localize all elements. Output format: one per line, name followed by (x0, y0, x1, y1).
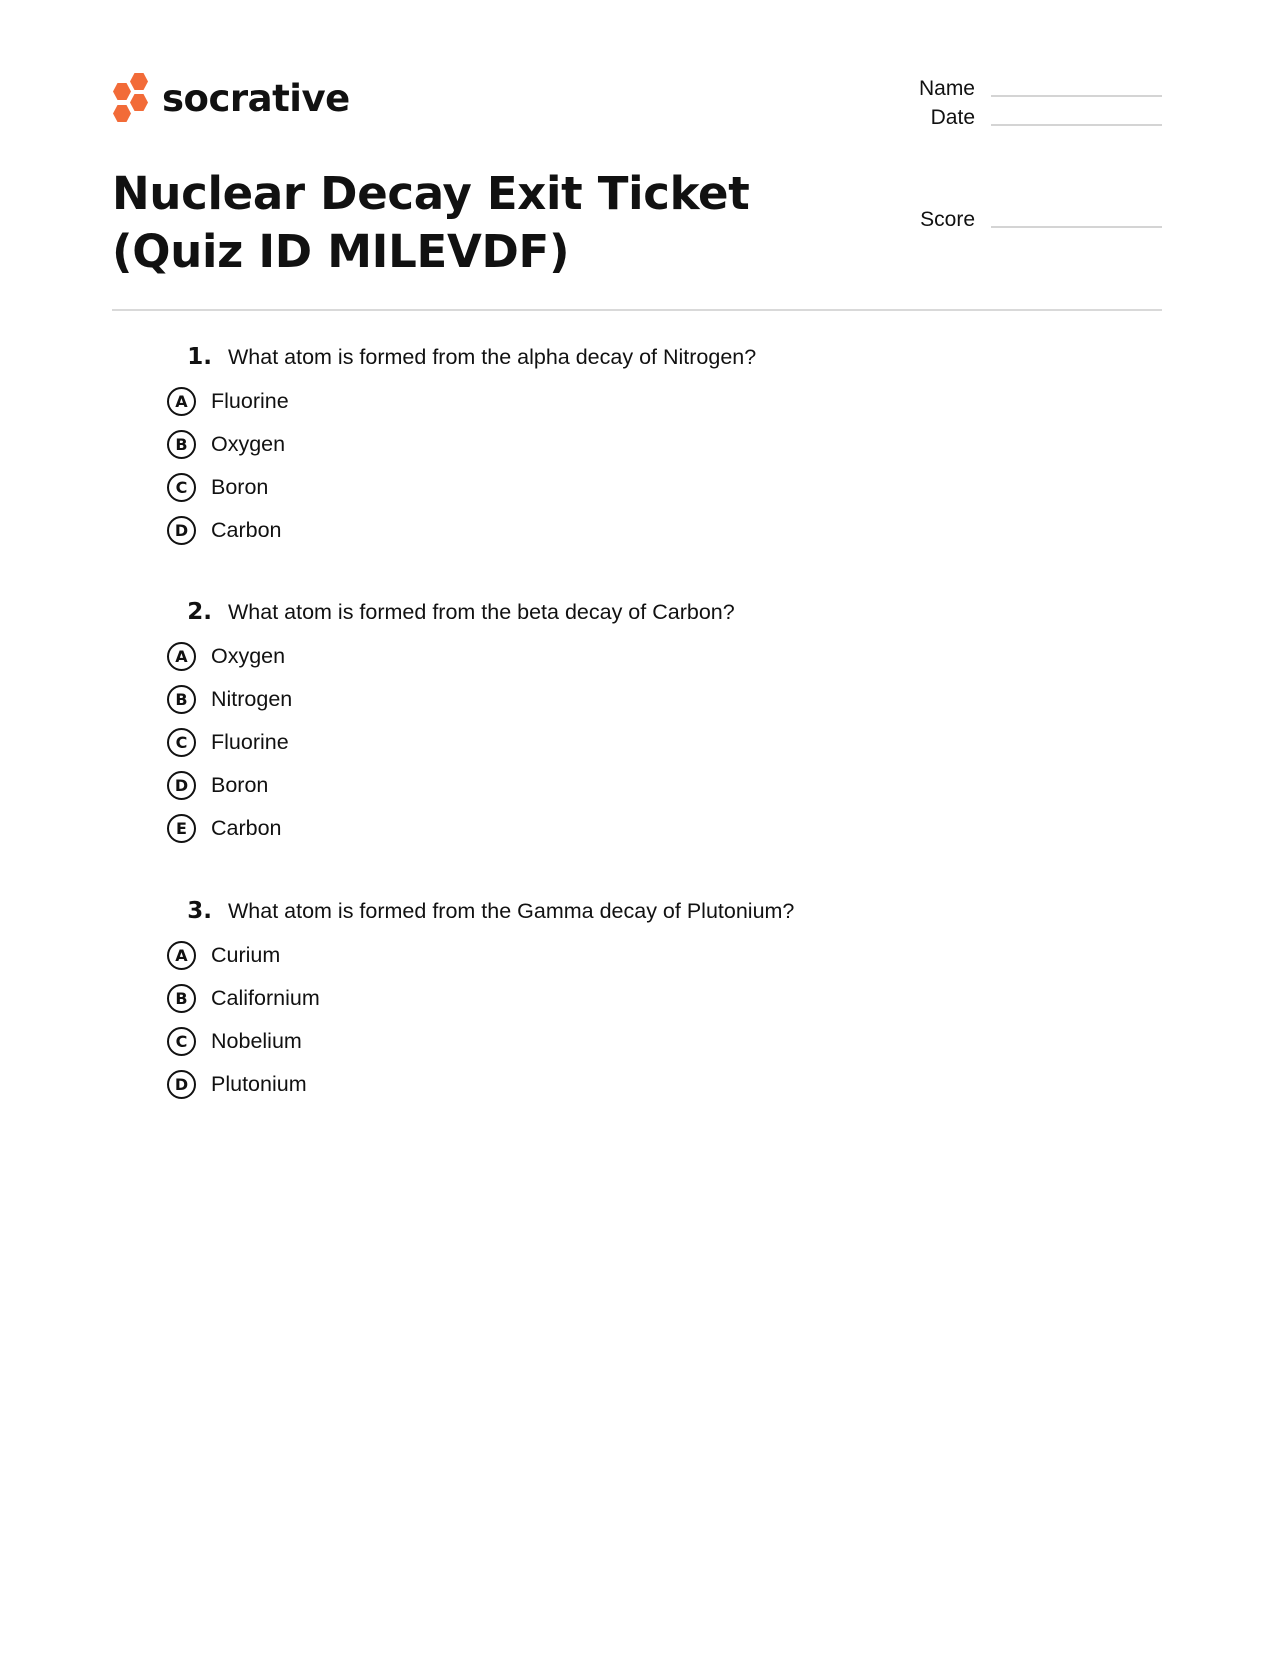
option-a-bubble-icon[interactable]: A (167, 642, 196, 671)
name-field[interactable] (880, 78, 1162, 99)
question-2 (160, 599, 1060, 850)
option-text: Plutonium (211, 1072, 307, 1096)
question-number: 2. (187, 599, 212, 625)
option-c[interactable] (160, 466, 1060, 509)
socrative-logo (112, 72, 350, 124)
option-b[interactable] (160, 678, 1060, 721)
option-e[interactable] (160, 807, 1060, 850)
option-c[interactable] (160, 721, 1060, 764)
name-label: Name (918, 77, 975, 100)
question-3 (160, 898, 1060, 1106)
score-label: Score (920, 208, 975, 231)
option-d-bubble-icon[interactable]: D (167, 771, 196, 800)
option-b-bubble-icon[interactable]: B (167, 685, 196, 714)
option-e-bubble-icon[interactable]: E (167, 814, 196, 843)
page-title: Nuclear Decay Exit Ticket (Quiz ID MILEVDF) (112, 167, 750, 278)
brand-name: socrative (162, 76, 350, 120)
option-b[interactable] (160, 423, 1060, 466)
option-a[interactable] (160, 934, 1060, 977)
name-line[interactable] (991, 95, 1162, 97)
option-c-bubble-icon[interactable]: C (167, 473, 196, 502)
option-b-bubble-icon[interactable]: B (167, 430, 196, 459)
option-b-bubble-icon[interactable]: B (167, 984, 196, 1013)
date-label: Date (930, 106, 975, 129)
date-line[interactable] (991, 124, 1162, 126)
option-text: Nobelium (211, 1029, 302, 1053)
option-d[interactable] (160, 764, 1060, 807)
question-number: 3. (187, 898, 212, 924)
option-c-bubble-icon[interactable]: C (167, 728, 196, 757)
question-text: What atom is formed from the beta decay of Carbon? (228, 600, 735, 624)
option-text: Carbon (211, 816, 282, 840)
option-a-bubble-icon[interactable]: A (167, 387, 196, 416)
option-a-bubble-icon[interactable]: A (167, 941, 196, 970)
option-text: Fluorine (211, 389, 289, 413)
score-field[interactable] (880, 209, 1162, 230)
option-d-bubble-icon[interactable]: D (167, 516, 196, 545)
question-text: What atom is formed from the alpha decay of Nitrogen? (228, 345, 757, 369)
option-text: Nitrogen (211, 687, 293, 711)
option-d[interactable] (160, 509, 1060, 552)
option-d-bubble-icon[interactable]: D (167, 1070, 196, 1099)
option-a[interactable] (160, 635, 1060, 678)
option-d[interactable] (160, 1063, 1060, 1106)
option-text: Carbon (211, 518, 282, 542)
option-c-bubble-icon[interactable]: C (167, 1027, 196, 1056)
date-field[interactable] (880, 107, 1162, 128)
option-text: Curium (211, 943, 281, 967)
question-1 (160, 344, 1060, 552)
option-text: Fluorine (211, 730, 289, 754)
option-c[interactable] (160, 1020, 1060, 1063)
score-line[interactable] (991, 226, 1162, 228)
option-text: Boron (211, 773, 269, 797)
option-text: Oxygen (211, 432, 286, 456)
option-text: Boron (211, 475, 269, 499)
option-a[interactable] (160, 380, 1060, 423)
question-text: What atom is formed from the Gamma decay of Plutonium? (228, 899, 795, 923)
option-text: Oxygen (211, 644, 286, 668)
header-divider (112, 309, 1162, 311)
option-text: Californium (211, 986, 320, 1010)
question-number: 1. (187, 344, 212, 370)
option-b[interactable] (160, 977, 1060, 1020)
hexagon-cluster-icon (112, 73, 150, 123)
